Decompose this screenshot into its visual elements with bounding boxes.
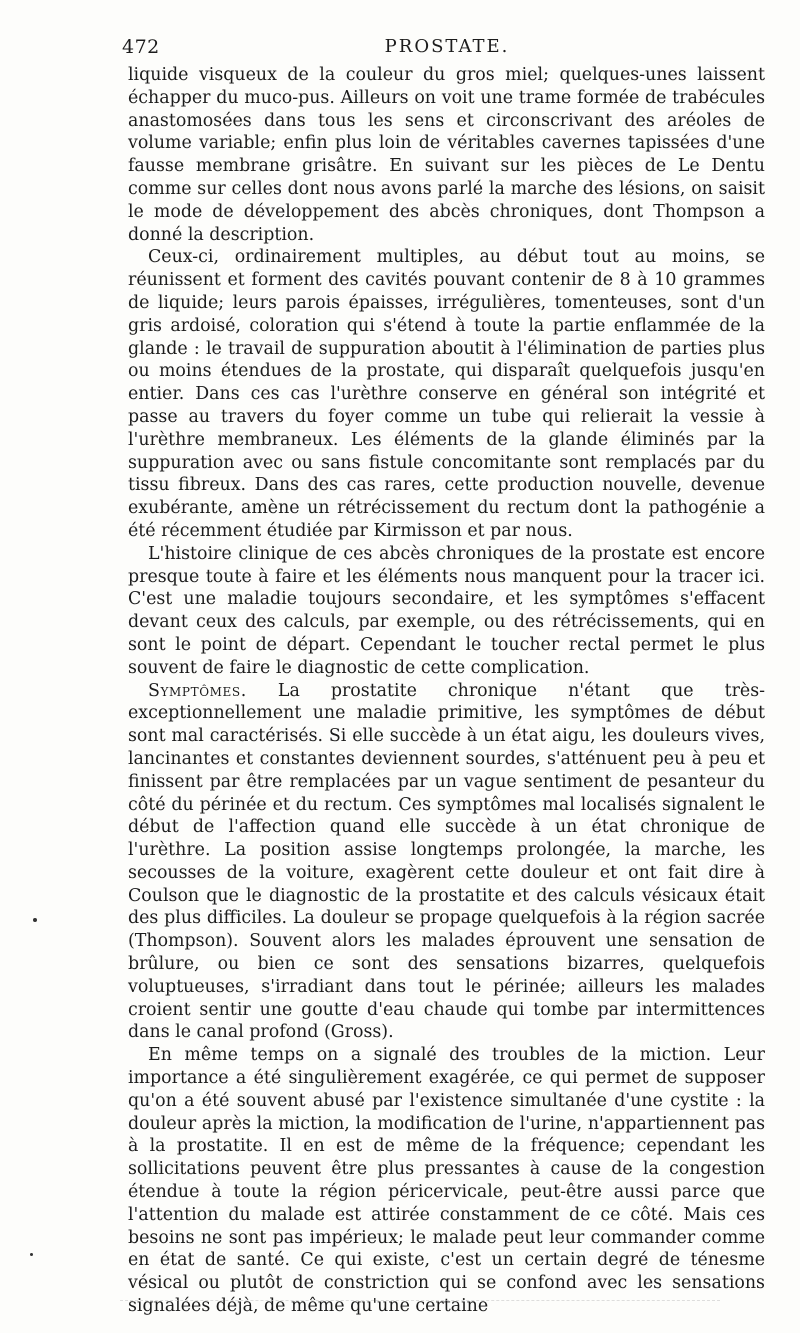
paragraph-4: [128, 680, 765, 1045]
page-number: 472: [122, 36, 160, 58]
running-head: [122, 36, 772, 64]
paragraph-3: L'histoire clinique de ces abcès chroniques de la prostate est encore presque toute à faire et les éléments nous manquent pour la tracer ici. C'est une maladie toujours secondaire, et les symptômes s'effacent devant ceux des calculs, par exemple, ou des rétrécissements, qui en sont le point de départ. Cependant le toucher rectal permet le plus souvent de faire le diagnostic de cette complication.: [128, 543, 765, 678]
ink-speck: [33, 918, 37, 922]
paragraph-2: Ceux-ci, ordinairement multiples, au début tout au moins, se réunissent et forment des cavités pouvant contenir de 8 à 10 grammes de liquide; leurs parois épaisses, irrégulières, tomenteuses, sont d'un gris ardoisé, coloration qui s'étend à toute la partie enflammée de la glande : le travail de suppuration aboutit à l'élimination de parties plus ou moins étendues de la prostate, qui disparaît quelquefois jusqu'en entier. Dans ces cas l'urèthre conserve en général son intégrité et passe au travers du foyer comme un tube qui relierait la vessie à l'urèthre membraneux. Les éléments de la glande éliminés par la suppuration avec ou sans fistule concomitante sont remplacés par du tissu fibreux. Dans des cas rares, cette production nouvelle, devenue exubérante, amène un rétrécissement du rectum dont la pathogénie a été récemment étudiée par Kirmisson et par nous.: [128, 247, 765, 541]
paragraph-1: liquide visqueux de la couleur du gros miel; quelques-unes laissent échapper du muco-pus. Ailleurs on voit une trame formée de trabécules anastomosées dans tous les sens et circonscrivant des aréoles de volume variable; enfin plus loin de véritables cavernes tapissées d'une fausse membrane grisâtre. En suivant sur les pièces de Le Dentu comme sur celles dont nous avons parlé la marche des lésions, on saisit le mode de développement des abcès chroniques, dont Thompson a donné la description.: [128, 65, 765, 245]
bleed-through-line: [120, 1300, 720, 1304]
paragraph-5: En même temps on a signalé des troubles de la miction. Leur importance a été singulièrement exagérée, ce qui permet de supposer qu'on a été souvent abusé par l'existence simultanée d'une cystite : la douleur après la miction, la modification de l'urine, n'appartiennent pas à la prostatite. Il en est de même de la fréquence; cependant les sollicitations peuvent être plus pressantes à cause de la congestion étendue à toute la région péricervicale, peut-être aussi parce que l'attention du malade est attirée constamment de ce côté. Mais ces besoins ne sont pas impérieux; le malade peut leur commander comme en état de santé. Ce qui existe, c'est un certain degré de ténesme vésical ou plutôt de constriction qui se confond avec les sensations signalées déjà, de même qu'une certaine: [128, 1045, 765, 1317]
paragraph-4-text: La prostatite chronique n'étant que très-exceptionnellement une maladie primitive, les symptômes de début sont mal caractérisés. Si elle succède à un état aigu, les douleurs vives, lancinantes et constantes deviennent sourdes, s'atténuent peu à peu et finissent par être remplacées par un vague sentiment de pesanteur du côté du périnée et du rectum. Ces symptômes mal localisés signalent le début de l'affection quand elle succède à un état chronique de l'urèthre. La position assise longtemps prolongée, la marche, les secousses de la voiture, exagèrent cette douleur et ont fait dire à Coulson que le diagnostic de la prostatite et des calculs vésicaux était des plus difficiles. La douleur se propage quelquefois à la région sacrée (Thompson). Souvent alors les malades éprouvent une sensation de brûlure, ou bien ce sont des sensations bizarres, quelquefois voluptueuses, s'irradiant dans tout le périnée; ailleurs les malades croient sentir une goutte d'eau chaude qui tombe par intermittences dans le canal profond (Gross).: [128, 680, 765, 1043]
running-title: PROSTATE.: [384, 36, 510, 57]
ink-speck: [30, 1253, 33, 1256]
section-heading-symptomes: Symptômes.: [148, 680, 247, 701]
text-column: [128, 64, 765, 1318]
